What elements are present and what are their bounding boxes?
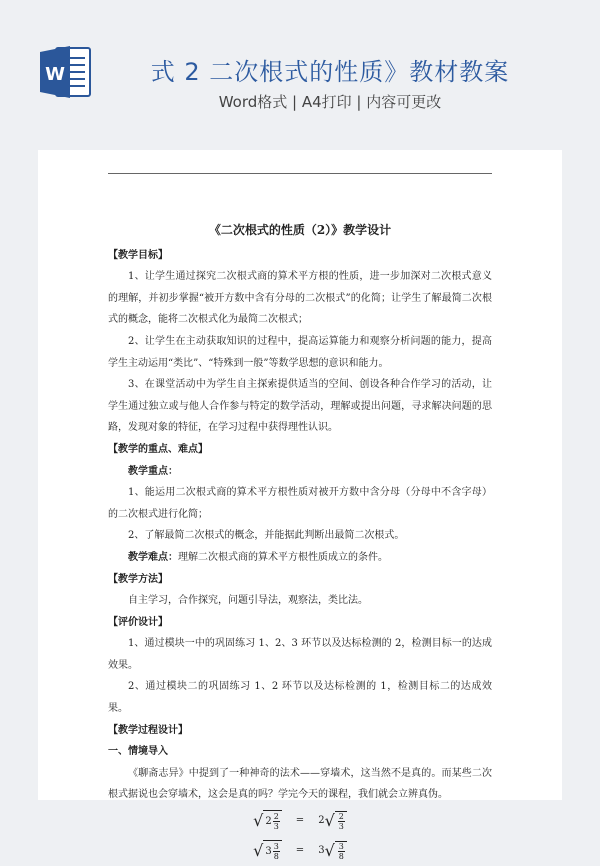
page-subtitle: Word格式 | A4打印 | 内容可更改 — [218, 93, 442, 111]
word-icon — [40, 44, 92, 100]
section-title-key-points: 【教学的重点、难点】 — [108, 443, 208, 455]
equals-sign: = — [295, 845, 305, 857]
page-title: 式 2 二次根式的性质》教材教案 — [150, 58, 510, 86]
formula-1 — [108, 806, 492, 836]
methods-text: 自主学习，合作探究，问题引导法，观察法，类比法。 — [128, 595, 368, 607]
header-rule — [108, 173, 492, 174]
key-point-1: 1、能运用二次根式商的算术平方根性质对被开方数中含分母（分母中不含字母）的二次根式进行化简； — [108, 487, 492, 520]
goal-paragraph-1: 1、让学生通过探究二次根式商的算术平方根的性质，进一步加深对二次根式意义的理解，并初步掌握“被开方数中含有分母的二次根式”的化简；让学生了解最简二次根式的概念，能将二次根式化为最简二次根式； — [108, 271, 492, 326]
svg-text:W: W — [45, 64, 65, 85]
difficulty-line — [108, 547, 492, 569]
goal-paragraph-2: 2、让学生在主动获取知识的过程中，提高运算能力和观察分析问题的能力，提高学生主动运用“类比”、“特殊到一般”等数学思想的意识和能力。 — [108, 335, 492, 369]
radical-right: 2 √ $\frac{2}{3}$ — [318, 810, 347, 832]
section-title-goals: 【教学目标】 — [108, 249, 168, 261]
difficulty-text: 理解二次根式商的算术平方根性质成立的条件。 — [178, 551, 388, 563]
section-title-evaluation: 【评价设计】 — [108, 616, 168, 628]
intro-paragraph: 《聊斋志异》中提到了一种神奇的法术——穿墙术，这当然不是真的。而某些二次根式据说也会穿墙术，这会是真的吗？学完今天的课程，我们就会立辨真伪。 — [108, 767, 492, 801]
radical-right: 3 √ $\frac{3}{8}$ — [318, 840, 347, 862]
section-title-process: 【教学过程设计】 — [108, 724, 188, 736]
radical-left: √ 3 $\frac{3}{8}$ — [253, 840, 282, 863]
document-body — [108, 220, 492, 866]
radical-left: √ 2 $\frac{2}{3}$ — [253, 810, 282, 833]
subsection-title-intro: 一、情境导入 — [108, 746, 168, 758]
difficulty-label: 教学难点： — [128, 551, 178, 563]
evaluation-2: 2、通过模块二的巩固练习 1、2 环节以及达标检测的 1，检测目标二的达成效果。 — [108, 681, 492, 715]
key-points-label: 教学重点： — [128, 465, 178, 477]
section-title-methods: 【教学方法】 — [108, 573, 168, 585]
banner — [0, 0, 600, 150]
evaluation-1: 1、通过模块一中的巩固练习 1、2、3 环节以及达标检测的 2，检测目标一的达成效果。 — [108, 638, 492, 671]
document-page — [38, 150, 562, 862]
key-point-2: 2、了解最简二次根式的概念，并能据此判断出最简二次根式。 — [128, 530, 405, 542]
equals-sign: = — [295, 815, 305, 827]
document-heading: 《二次根式的性质（2）》教学设计 — [208, 223, 392, 237]
goal-paragraph-3: 3、在课堂活动中为学生自主探索提供适当的空间、创设各种合作学习的活动，让学生通过独立或与他人合作参与特定的数学活动，理解或提出问题，寻求解决问题的思路，发现对象的特征，在学习过程中获得理性认识。 — [108, 379, 492, 434]
formula-2 — [108, 836, 492, 866]
